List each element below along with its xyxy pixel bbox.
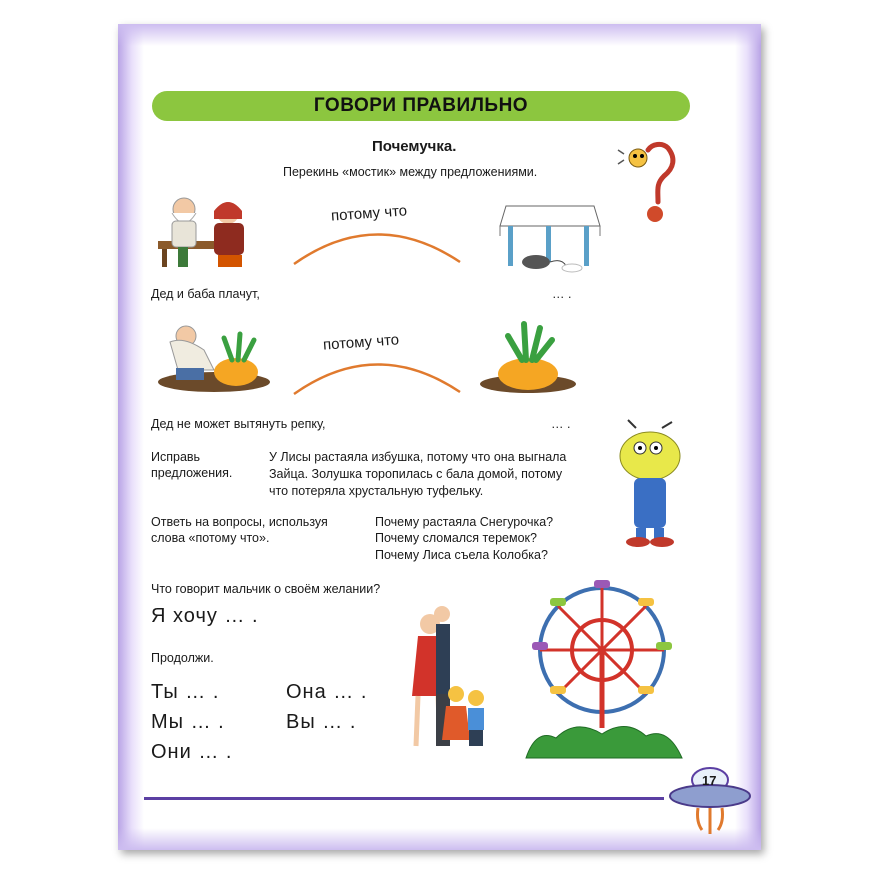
fix-label-line2: предложения.: [151, 466, 233, 480]
question-3: Почему Лиса съела Колобка?: [375, 548, 548, 562]
bottom-rule: [144, 797, 664, 800]
pronoun-ona: Она … .: [286, 681, 368, 703]
question-2: Почему сломался теремок?: [375, 531, 537, 545]
boy-question: Что говорит мальчик о своём желании?: [151, 582, 381, 596]
bridge-left-2: Дед не может вытянуть репку,: [151, 417, 326, 431]
section-title: ГОВОРИ ПРАВИЛЬНО: [313, 95, 529, 116]
page-number: 17: [702, 773, 717, 788]
instruction: Перекинь «мостик» между предложениями.: [283, 165, 538, 179]
pronoun-oni: Они … .: [151, 741, 233, 763]
bridge-right-1: … .: [552, 287, 572, 301]
table-mouse-illustration: [496, 196, 604, 278]
bridge-label-1: потому что: [330, 202, 408, 225]
answer-label-line2: слова «потому что».: [151, 531, 270, 545]
boy-phrase: Я хочу … .: [151, 605, 259, 627]
pronoun-my: Мы … .: [151, 711, 225, 733]
family-illustration: [398, 606, 502, 756]
continue-prompt: Продолжи.: [151, 651, 214, 665]
bridge-right-2: … .: [551, 417, 571, 431]
pronoun-vy: Вы … .: [286, 711, 357, 733]
bridge-label-2: потому что: [322, 331, 400, 354]
ferris-wheel-illustration: [516, 578, 692, 764]
answer-label-line1: Ответь на вопросы, используя: [151, 515, 328, 529]
bridge-left-1: Дед и баба плачут,: [151, 287, 260, 301]
fix-sentence-line1: У Лисы растаяла избушка, потому что она выгнала: [269, 450, 567, 464]
alien-character-illustration: [610, 420, 690, 548]
section-banner: [152, 91, 690, 121]
pronoun-ty: Ты … .: [151, 681, 220, 703]
fix-sentence-line2: Зайца. Золушка торопилась с бала домой, потому: [269, 467, 563, 481]
fix-label-line1: Исправь: [151, 450, 201, 464]
turnip-illustration: [478, 318, 578, 396]
question-mark-character-illustration: [618, 140, 688, 226]
fix-sentence-line3: что потеряла хрустальную туфельку.: [269, 484, 484, 498]
grandpa-pulling-turnip-illustration: [154, 320, 274, 396]
subtitle: Почемучка.: [372, 138, 457, 155]
question-1: Почему растаяла Снегурочка?: [375, 515, 554, 529]
grandparents-crying-illustration: [158, 193, 258, 273]
